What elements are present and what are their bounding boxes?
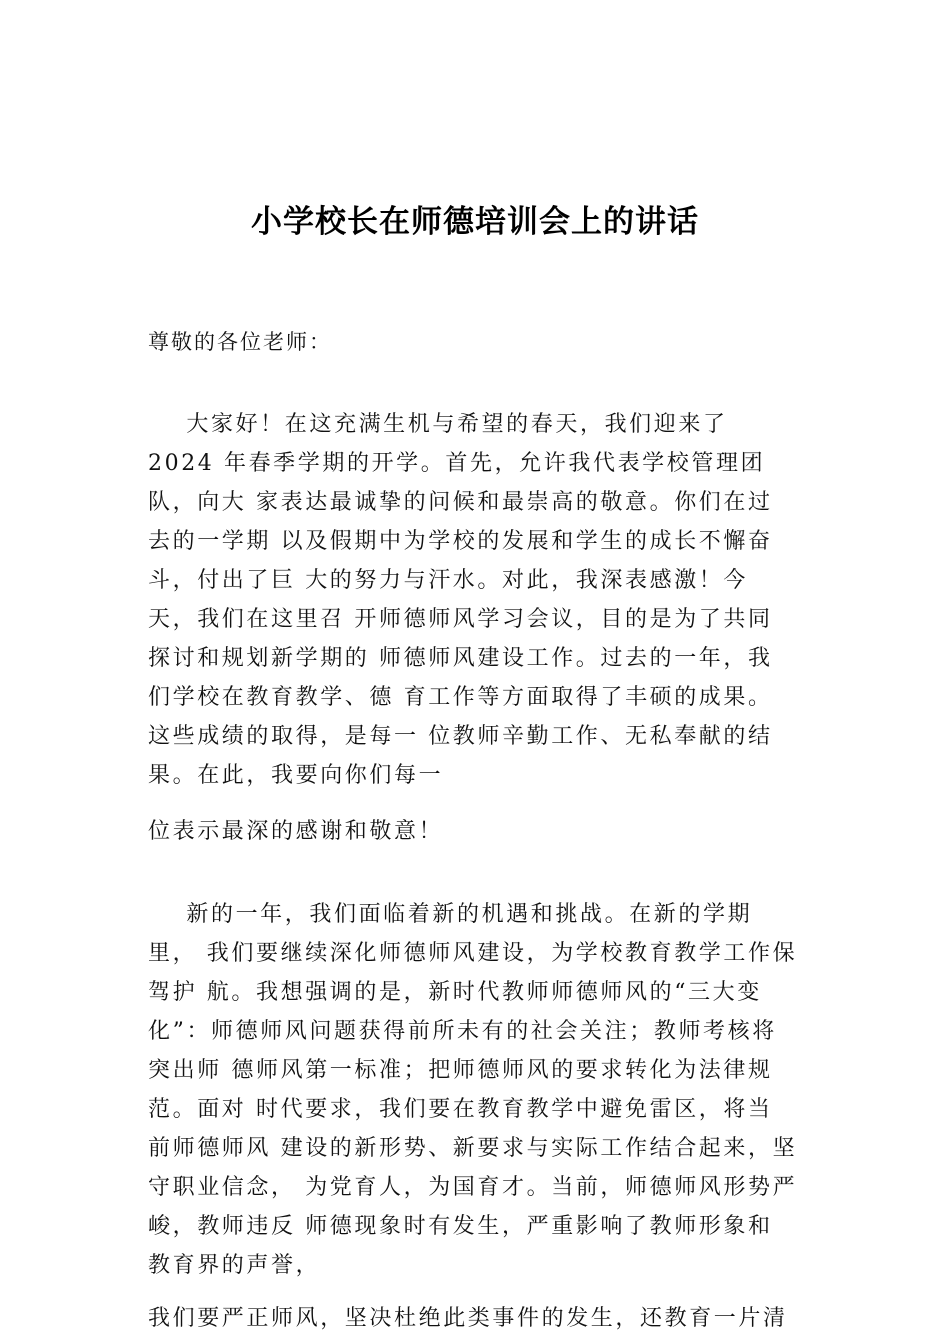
paragraph-line: 新的一年，我们面临着新的机遇和挑战。在新的学期 bbox=[148, 902, 753, 927]
paragraph-line: 天，我们在这里召 开师德师风学习会议，目的是为了共同 bbox=[148, 607, 773, 632]
paragraph-1-tail bbox=[148, 812, 812, 851]
paragraph-line: 们学校在教育教学、德 育工作等方面取得了丰硕的成果。 bbox=[148, 685, 773, 710]
paragraph-line: 斗，付出了巨 大的努力与汗水。对此，我深表感激！今 bbox=[148, 568, 748, 593]
paragraph-line: 守职业信念， 为党育人，为国育才。当前，师德师风形势严 bbox=[148, 1175, 798, 1200]
paragraph-line: 峻，教师违反 师德现象时有发生，严重影响了教师形象和 bbox=[148, 1214, 773, 1239]
paragraph-line: 这些成绩的取得，是每一 位教师辛勤工作、无私奉献的结 bbox=[148, 724, 773, 749]
paragraph-line: 队，向大 家表达最诚挚的问候和最崇高的敬意。你们在过 bbox=[148, 490, 773, 515]
document-title: 小学校长在师德培训会上的讲话 bbox=[251, 204, 699, 240]
paragraph-line: 化”：师德师风问题获得前所未有的社会关注；教师考核将 bbox=[148, 1019, 777, 1044]
paragraph-line: 探讨和规划新学期的 师德师风建设工作。过去的一年，我 bbox=[148, 646, 773, 671]
paragraph-line: 里， 我们要继续深化师德师风建设，为学校教育教学工作保 bbox=[148, 941, 798, 966]
paragraph-line: 突出师 德师风第一标准；把师德师风的要求转化为法律规 bbox=[148, 1058, 773, 1083]
paragraph-2-tail bbox=[148, 1299, 812, 1338]
paragraph-line: 去的一学期 以及假期中为学校的发展和学生的成长不懈奋 bbox=[148, 529, 773, 554]
paragraph-line: 2024 年春季学期的开学。首先，允许我代表学校管理团 bbox=[148, 451, 766, 476]
paragraph-line: 教育界的声誉， bbox=[148, 1253, 321, 1278]
paragraph-line: 范。面对 时代要求，我们要在教育教学中避免雷区，将当 bbox=[148, 1097, 773, 1122]
paragraph-line: 前师德师风 建设的新形势、新要求与实际工作结合起来，坚 bbox=[148, 1136, 798, 1161]
paragraph-1 bbox=[148, 405, 812, 795]
paragraph-line: 大家好！在这充满生机与希望的春天，我们迎来了 bbox=[148, 412, 728, 437]
salutation: 尊敬的各位老师： bbox=[148, 330, 332, 354]
paragraph-line: 驾护 航。我想强调的是，新时代教师师德师风的“三大变 bbox=[148, 980, 762, 1005]
paragraph-line: 我们要严正师风，坚决杜绝此类事件的发生，还教育一片清 bbox=[148, 1306, 788, 1331]
paragraph-line: 位表示最深的感谢和敬意！ bbox=[148, 819, 444, 844]
paragraph-2 bbox=[148, 895, 812, 1285]
paragraph-line: 果。在此，我要向你们每一 bbox=[148, 763, 444, 788]
